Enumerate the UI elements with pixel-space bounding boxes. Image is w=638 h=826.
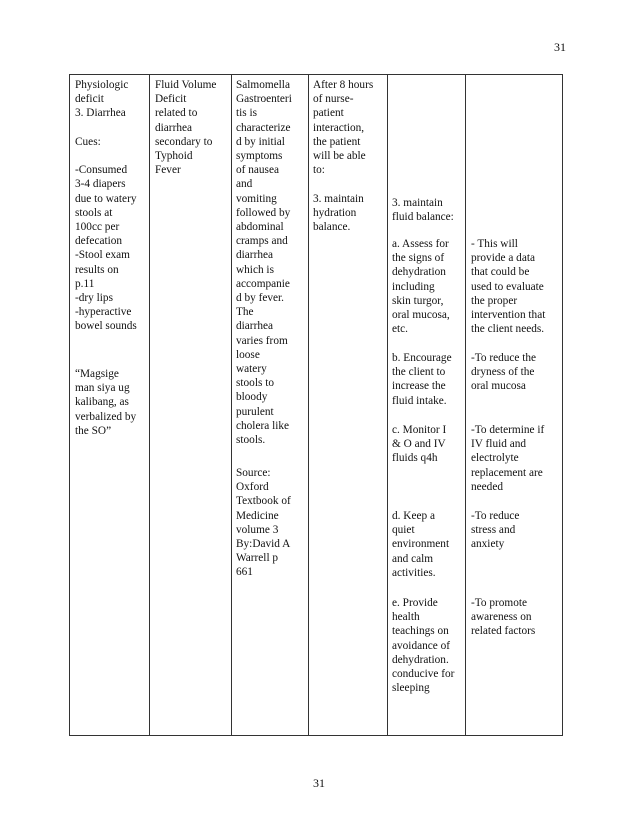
intervention-b: b. Encourage the client to increase the fluid intake. (392, 352, 452, 407)
assessment-subjective-quote: “Magsige man siya ug kalibang, as verbalized by the SO” (75, 368, 137, 437)
rationale-a: - This will provide a data that could be used to evaluate the proper intervention that the client needs. (471, 238, 546, 336)
nursing-care-plan-table (69, 74, 563, 736)
scientific-source: Source: Oxford Textbook of Medicine volume 3 By:David A Warrell p 661 (236, 467, 291, 579)
rationale-c: -To determine if IV fluid and electrolyte replacement are needed (471, 424, 545, 493)
intervention-d: d. Keep a quiet environment and calm activities. (392, 510, 450, 579)
intervention-c: c. Monitor I & O and IV fluids q4h (392, 424, 447, 465)
scientific-explanation: Salmomella Gastroenteri tis is characterize d by initial symptoms of nausea and vomiting followed by abdominal cramps and diarrhea which is accompanie d by fever. The diarrhea varies from loose watery stools to bloody purulent cholera like stools. (236, 79, 292, 447)
rationale-e: -To promote awareness on related factors (471, 597, 536, 638)
nursing-diagnosis: Fluid Volume Deficit related to diarrhea secondary to Typhoid Fever (155, 79, 217, 177)
intervention-header: 3. maintain fluid balance: (392, 197, 454, 224)
rationale-d: -To reduce stress and anxiety (471, 510, 520, 551)
rationale-b: -To reduce the dryness of the oral mucosa (471, 352, 537, 393)
planning-objective: After 8 hours of nurse- patient interaction, the patient will be able to: 3. maintain hydration balance. (313, 79, 374, 234)
intervention-e: e. Provide health teachings on avoidance of dehydration. conducive for sleeping (392, 597, 455, 695)
intervention-a: a. Assess for the signs of dehydration including skin turgor, oral mucosa, etc. (392, 238, 450, 336)
page-number-bottom: 31 (313, 776, 325, 790)
assessment-cues: Physiologic deficit 3. Diarrhea Cues: -Consumed 3-4 diapers due to watery stools at 100cc per defecation -Stool exam results on p.11 -dry lips -hyperactive bowel sounds (75, 79, 137, 333)
page-number-top: 31 (554, 40, 566, 54)
